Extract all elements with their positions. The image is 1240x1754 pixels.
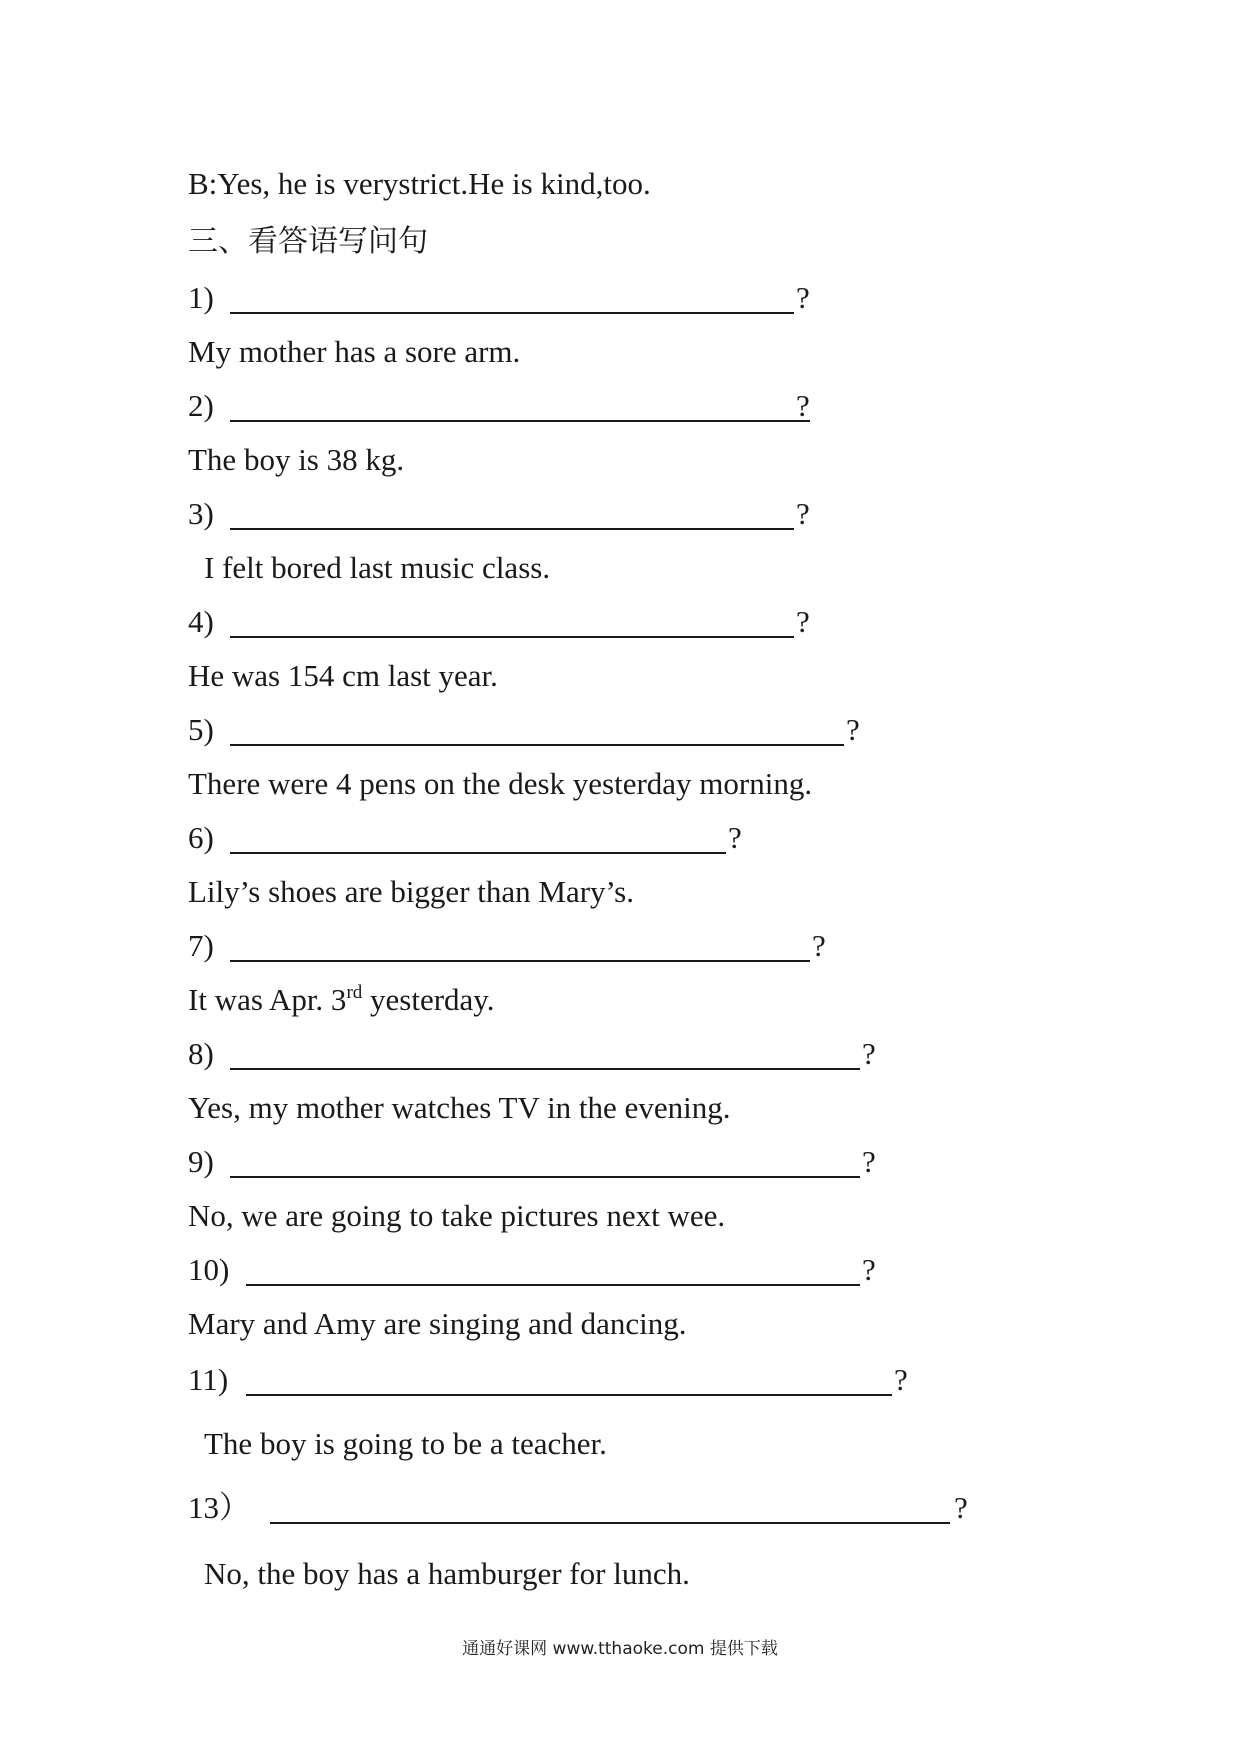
question-mark: ?	[796, 496, 810, 531]
answer-sentence: No, the boy has a hamburger for lunch.	[204, 1556, 690, 1591]
answer-sentence: Yes, my mother watches TV in the evening.	[188, 1090, 731, 1125]
question-number: 9)	[188, 1144, 214, 1179]
answer-blank[interactable]	[230, 852, 726, 854]
question-mark: ?	[796, 280, 810, 315]
question-mark: ?	[862, 1144, 876, 1179]
question-mark: ?	[862, 1036, 876, 1071]
answer-sentence: Lily’s shoes are bigger than Mary’s.	[188, 874, 634, 909]
question-mark: ?	[862, 1252, 876, 1287]
question-row	[188, 1360, 918, 1404]
answer-sentence: Mary and Amy are singing and dancing.	[188, 1306, 687, 1341]
question-mark: ?	[728, 820, 742, 855]
answer-blank[interactable]	[270, 1522, 950, 1524]
section-heading: 三、看答语写问句	[188, 224, 428, 259]
question-number: 7)	[188, 928, 214, 963]
question-mark: ?	[812, 928, 826, 963]
question-number: 4)	[188, 604, 214, 639]
question-row	[188, 1034, 888, 1078]
question-row	[188, 494, 818, 538]
answer-blank[interactable]	[230, 420, 810, 422]
answer-blank[interactable]	[230, 1176, 860, 1178]
intro-line: B:Yes, he is verystrict.He is kind,too.	[188, 166, 651, 201]
answer-sentence: He was 154 cm last year.	[188, 658, 498, 693]
question-number: 10)	[188, 1252, 230, 1287]
question-row	[188, 278, 818, 322]
question-row	[188, 602, 818, 646]
answer-blank[interactable]	[230, 744, 844, 746]
page-footer: 通通好课网 www.tthaoke.com 提供下载	[462, 1639, 778, 1659]
ordinal-suffix: rd	[346, 982, 363, 1003]
answer-sentence	[188, 980, 495, 1020]
answer-sentence: I felt bored last music class.	[204, 550, 551, 585]
question-number: 1)	[188, 280, 214, 315]
answer-sentence: No, we are going to take pictures next wee.	[188, 1198, 726, 1233]
question-number: 11)	[188, 1362, 229, 1397]
question-row	[188, 1488, 978, 1532]
question-number: 3)	[188, 496, 214, 531]
answer-sentence: There were 4 pens on the desk yesterday morning.	[188, 766, 813, 801]
answer-blank[interactable]	[230, 960, 810, 962]
question-mark: ?	[796, 604, 810, 639]
answer-sentence: The boy is 38 kg.	[188, 442, 405, 477]
question-row	[188, 818, 748, 862]
question-row	[188, 710, 868, 754]
question-row	[188, 386, 818, 430]
question-mark: ?	[954, 1490, 968, 1525]
answer-blank[interactable]	[230, 636, 794, 638]
answer-blank[interactable]	[230, 528, 794, 530]
question-row	[188, 1250, 888, 1294]
answer-sentence: The boy is going to be a teacher.	[204, 1426, 607, 1461]
answer-text: yesterday.	[362, 982, 495, 1017]
answer-blank[interactable]	[230, 1068, 860, 1070]
question-number: 13）	[188, 1490, 250, 1525]
question-number: 2)	[188, 388, 214, 423]
answer-text: It was Apr. 3	[188, 982, 347, 1017]
answer-blank[interactable]	[246, 1394, 892, 1396]
answer-blank[interactable]	[246, 1284, 860, 1286]
question-row	[188, 926, 828, 970]
answer-sentence: My mother has a sore arm.	[188, 334, 521, 369]
question-number: 5)	[188, 712, 214, 747]
question-number: 6)	[188, 820, 214, 855]
question-mark: ?	[796, 388, 810, 423]
answer-blank[interactable]	[230, 312, 794, 314]
question-mark: ?	[846, 712, 860, 747]
question-row	[188, 1142, 888, 1186]
question-number: 8)	[188, 1036, 214, 1071]
question-mark: ?	[894, 1362, 908, 1397]
